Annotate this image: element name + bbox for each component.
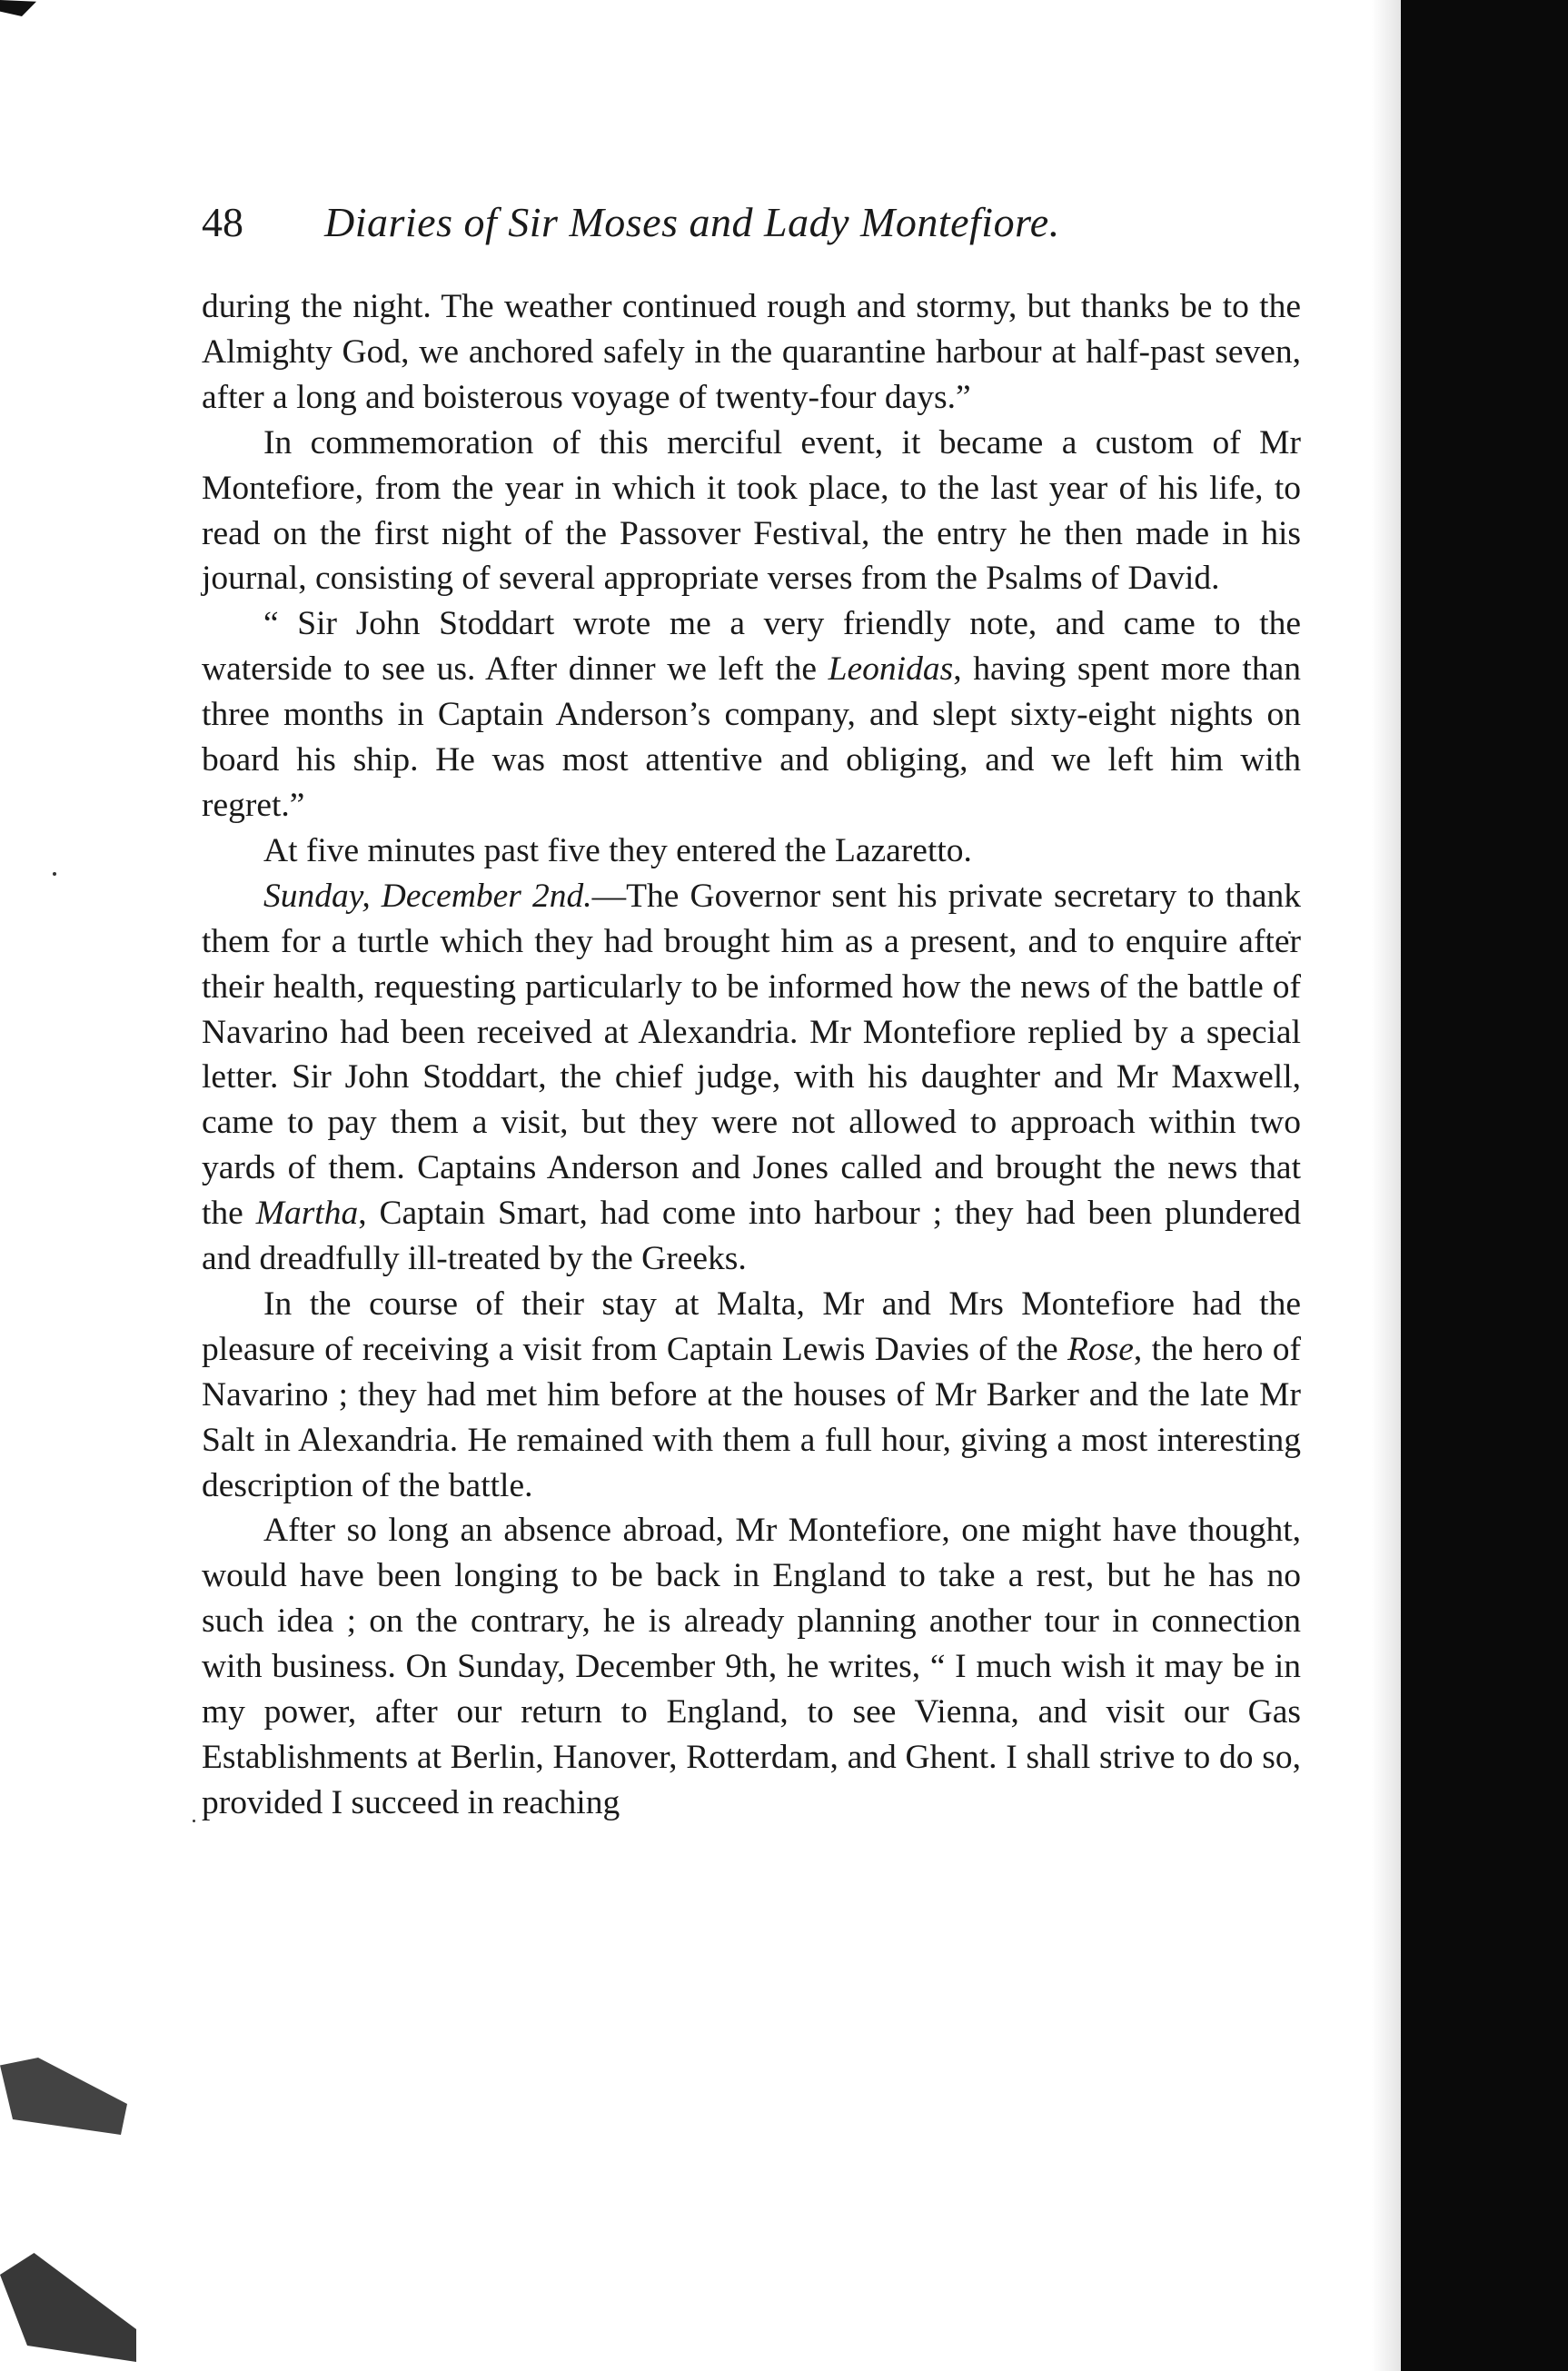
scan-smudge-upper: [0, 2058, 127, 2135]
scan-speck: [193, 1820, 195, 1822]
italic-text: Leonidas: [828, 650, 954, 689]
paragraph: [202, 1508, 1301, 1825]
scan-smudge-lower: [0, 2253, 136, 2362]
italic-text: Martha: [255, 1195, 359, 1233]
paragraph-text: “ Sir John Stoddart wrote me a very friendly note, and came to the waterside to see us. After dinner we left the: [202, 605, 1301, 689]
paragraph: [202, 284, 1301, 421]
paragraph-text: In commemoration of this merciful event, it became a custom of Mr Montefiore, from the year in which it took place, to the last year of his life, to read on the first night of the Passover Festival, the entry he then made in his journal, consisting of several appropriate verses from the Psalms of David.: [202, 423, 1301, 598]
paragraph: [202, 421, 1301, 602]
paragraph-text: , having spent more than three months in Captain Anderson’s company, and slept sixty-eight nights on board his ship. He was most attentive and obliging, and we left him with regret.”: [202, 650, 1301, 824]
paragraph: [202, 828, 1301, 874]
paragraph-text: At five minutes past five they entered the Lazaretto.: [263, 831, 972, 869]
paragraph-text: , the hero of Navarino ; they had met him before at the houses of Mr Barker and the late Mr Salt in Alexandria. He remained with them a full hour, giving a most interesting description of the battle.: [202, 1330, 1301, 1504]
scan-binding-edge: [1401, 0, 1568, 2371]
paragraph: [202, 601, 1301, 828]
paragraph: [202, 874, 1301, 1282]
paragraph-text: After so long an absence abroad, Mr Montefiore, one might have thought, would have been longing to be back in England to take a rest, but he has no such idea ; on the contrary, he is already planning another tour in connection with business. On Sunday, December 9th, he writes, “ I much wish it may be in my power, after our return to England, to see Vienna, and visit our Gas Establishments at Berlin, Hanover, Rotterdam, and Ghent. I shall strive to do so, provided I succeed in reaching: [202, 1512, 1301, 1821]
scan-corner-artifact: [0, 0, 36, 16]
paragraph-text: during the night. The weather continued rough and stormy, but thanks be to the Almighty God, we anchored safely in the quarantine harbour at half-past seven, after a long and boisterous voyage of twenty-four days.”: [202, 288, 1301, 416]
paragraph: [202, 1282, 1301, 1509]
scan-speck: [53, 872, 56, 876]
italic-text: Rose: [1067, 1330, 1134, 1368]
paragraph-text: , Captain Smart, had come into harbour ; they had been plundered and dreadfully ill-treated by the Greeks.: [202, 1195, 1301, 1278]
paragraph-text: —The Governor sent his private secretary to thank them for a turtle which they had brought him as a present, and to enquire after their health, requesting particularly to be informed how the news of the battle of Navarino had been received at Alexandria. Mr Montefiore replied by a special letter. Sir John Stoddart, the chief judge, with his daughter and Mr Maxwell, came to pay them a visit, but they were not allowed to approach within two yards of them. Captains Anderson and Jones called and brought the news that the: [202, 877, 1301, 1233]
italic-text: Sunday, December 2nd.: [263, 877, 592, 915]
body-text: [202, 284, 1301, 1826]
paragraph-text: In the course of their stay at Malta, Mr and Mrs Montefiore had the pleasure of receiving a visit from Captain Lewis Davies of the: [202, 1285, 1301, 1368]
page-number: 48: [202, 199, 243, 245]
running-header: [202, 191, 1301, 254]
running-title: Diaries of Sir Moses and Lady Montefiore.: [324, 199, 1060, 245]
